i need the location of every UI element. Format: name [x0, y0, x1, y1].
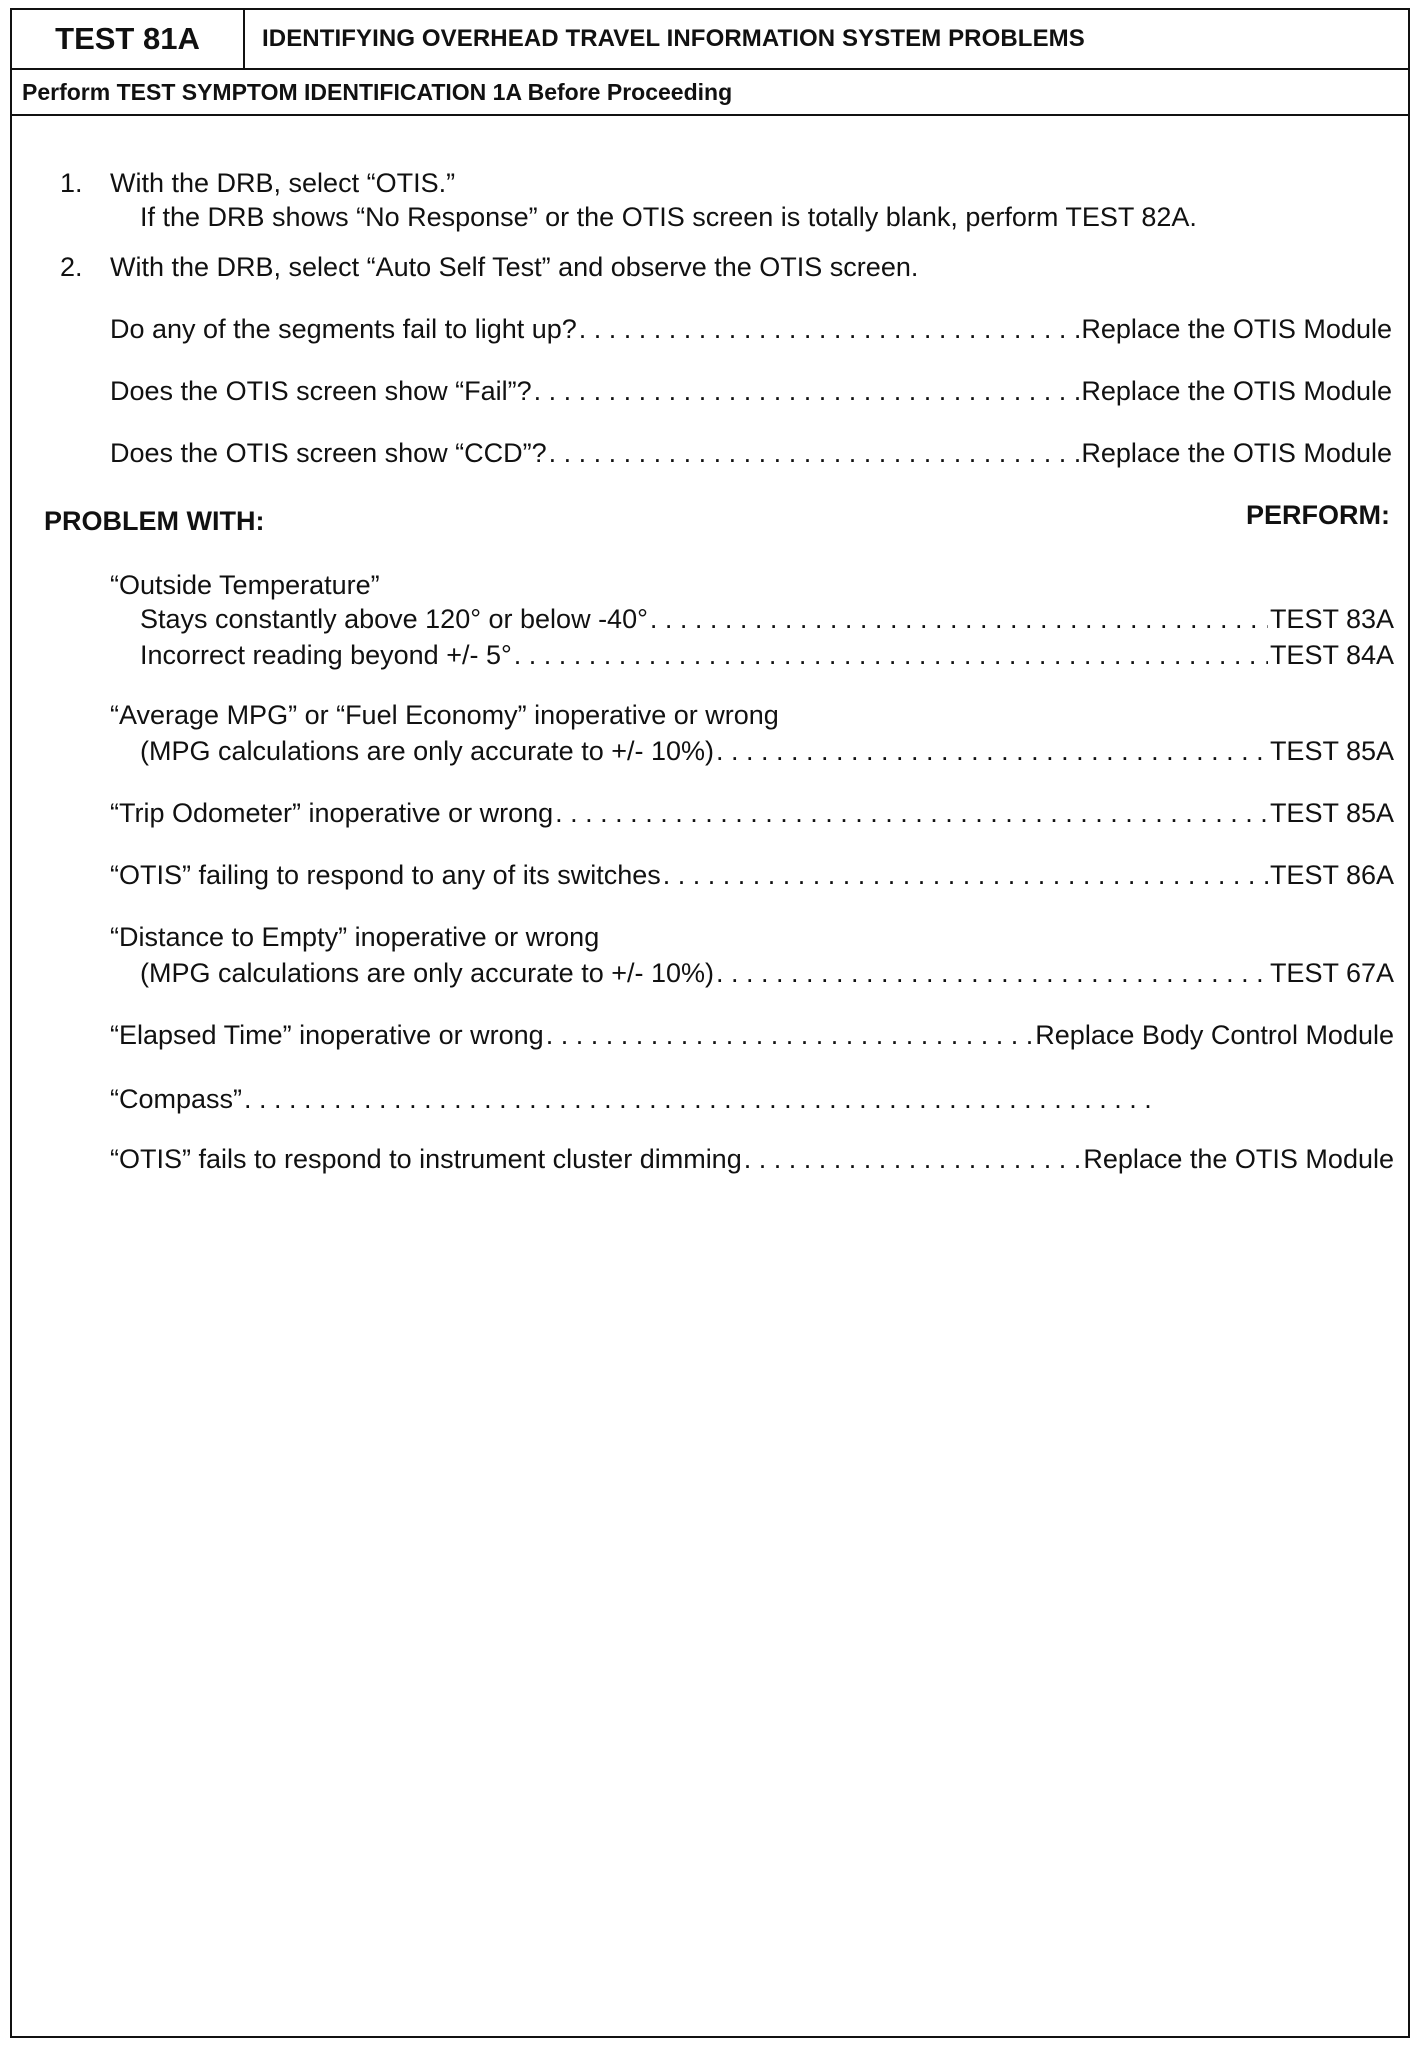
check-row: [110, 312, 1392, 346]
leader-dots: [663, 858, 1268, 892]
problem-row: [110, 1082, 1160, 1116]
problem-label: “Elapsed Time” inoperative or wrong: [110, 1020, 544, 1050]
problem-action: TEST 85A: [1269, 736, 1394, 766]
step-2-number: 2.: [60, 252, 83, 282]
problem-label: (MPG calculations are only accurate to +/- 10%): [140, 736, 715, 766]
check-question: Do any of the segments fail to light up?: [110, 314, 577, 344]
step-1-text: With the DRB, select “OTIS.”: [110, 168, 456, 198]
leader-dots: [579, 312, 1080, 346]
prerequisite-note: Perform TEST SYMPTOM IDENTIFICATION 1A Before Proceeding: [12, 70, 1408, 116]
step-2-text: With the DRB, select “Auto Self Test” and observe the OTIS screen.: [110, 252, 919, 282]
problem-row: [110, 1142, 1394, 1176]
problem-row: [110, 858, 1394, 892]
page-frame: [10, 8, 1410, 2038]
check-row: [110, 374, 1392, 408]
check-action: Replace the OTIS Module: [1081, 376, 1392, 406]
problem-action: TEST 85A: [1269, 798, 1394, 828]
problem-row: [110, 796, 1394, 830]
problem-action: TEST 67A: [1269, 958, 1394, 988]
problem-label: Stays constantly above 120° or below -40°: [140, 604, 648, 634]
problem-label: “OTIS” fails to respond to instrument cluster dimming: [110, 1144, 742, 1174]
check-action: Replace the OTIS Module: [1081, 314, 1392, 344]
problem-action: Replace Body Control Module: [1035, 1020, 1394, 1050]
problem-title: “Average MPG” or “Fuel Economy” inoperative or wrong: [110, 700, 779, 730]
problem-row: [140, 602, 1394, 636]
check-question: Does the OTIS screen show “Fail”?: [110, 376, 532, 406]
problem-label: “Trip Odometer” inoperative or wrong: [110, 798, 554, 828]
check-row: [110, 436, 1392, 470]
leader-dots: [716, 734, 1268, 768]
problem-label: Incorrect reading beyond +/- 5°: [140, 640, 512, 670]
problem-row: [110, 1018, 1394, 1052]
problem-action: Replace the OTIS Module: [1083, 1144, 1394, 1174]
problem-title: “Distance to Empty” inoperative or wrong: [110, 922, 600, 952]
leader-dots: [549, 436, 1080, 470]
problem-label: “Compass”: [110, 1084, 243, 1114]
check-action: Replace the OTIS Module: [1081, 438, 1392, 468]
leader-dots: [744, 1142, 1082, 1176]
leader-dots: [716, 956, 1268, 990]
test-title: IDENTIFYING OVERHEAD TRAVEL INFORMATION SYSTEM PROBLEMS: [262, 25, 1085, 52]
problem-with-heading: PROBLEM WITH:: [44, 506, 265, 536]
test-id: TEST 81A: [12, 10, 245, 68]
leader-dots: [555, 796, 1268, 830]
problem-label: “OTIS” failing to respond to any of its switches: [110, 860, 661, 890]
leader-dots: [534, 374, 1080, 408]
check-question: Does the OTIS screen show “CCD”?: [110, 438, 547, 468]
problem-action: TEST 84A: [1269, 640, 1394, 670]
leader-dots: [514, 638, 1268, 672]
problem-title: “Outside Temperature”: [110, 570, 380, 600]
problem-row: [140, 956, 1394, 990]
header-row: [12, 10, 1408, 70]
problem-label: (MPG calculations are only accurate to +/- 10%): [140, 958, 715, 988]
problem-action: TEST 86A: [1269, 860, 1394, 890]
perform-heading: PERFORM:: [1246, 500, 1390, 530]
step-1-detail: If the DRB shows “No Response” or the OTIS screen is totally blank, perform TEST 82A.: [140, 202, 1197, 232]
problem-action: TEST 83A: [1269, 604, 1394, 634]
step-1-number: 1.: [60, 168, 83, 198]
problem-row: [140, 734, 1394, 768]
problem-row: [140, 638, 1394, 672]
leader-dots: [546, 1018, 1034, 1052]
leader-dots: [244, 1082, 1158, 1116]
leader-dots: [650, 602, 1268, 636]
